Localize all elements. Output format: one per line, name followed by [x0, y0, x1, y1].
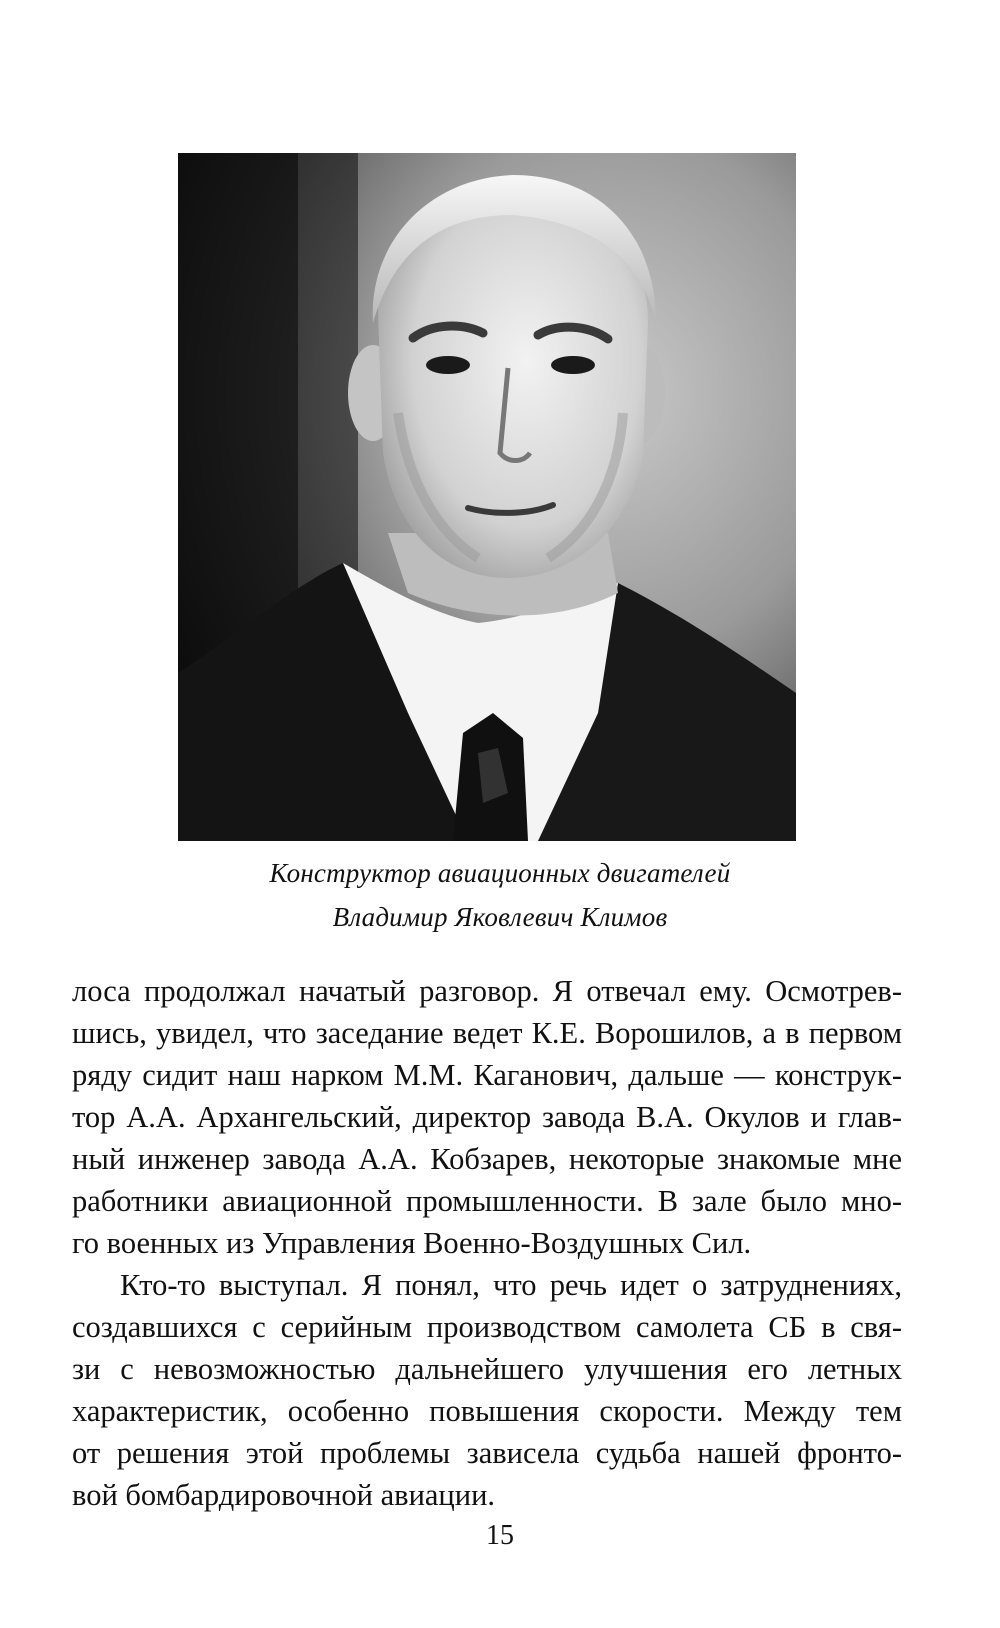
text-line: шись, увидел, что заседание ведет К.Е. Ворошилов, а в первом — [72, 1016, 902, 1050]
photo-caption-line-2: Владимир Яковлевич Климов — [332, 902, 668, 932]
text-line: ряду сидит наш нарком М.М. Каганович, дальше — конструк- — [72, 1058, 902, 1092]
text-line: создавшихся с серийным производством самолета СБ в свя- — [72, 1310, 902, 1344]
text-line: лоса продолжал начатый разговор. Я отвечал ему. Осмотрев- — [72, 974, 902, 1008]
portrait-photo — [178, 153, 796, 841]
body-text — [72, 970, 902, 1516]
text-line: тор А.А. Архангельский, директор завода В.А. Окулов и глав- — [72, 1100, 902, 1134]
photo-caption-line-1: Конструктор авиационных двигателей — [269, 858, 731, 888]
page-number: 15 — [486, 1520, 514, 1551]
text-line: характеристик, особенно повышения скорости. Между тем — [72, 1394, 902, 1428]
text-line: Кто-то выступал. Я понял, что речь идет о затруднениях, — [120, 1268, 902, 1302]
text-line: ный инженер завода А.А. Кобзарев, некоторые знакомые мне — [72, 1142, 902, 1176]
text-line: вой бомбардировочной авиации. — [72, 1478, 496, 1512]
text-line: от решения этой проблемы зависела судьба нашей фронто- — [72, 1436, 902, 1470]
text-line: работники авиационной промышленности. В зале было мно- — [72, 1184, 902, 1218]
text-line: зи с невозможностью дальнейшего улучшения его летных — [72, 1352, 902, 1386]
text-line: го военных из Управления Военно-Воздушных Сил. — [72, 1226, 752, 1260]
